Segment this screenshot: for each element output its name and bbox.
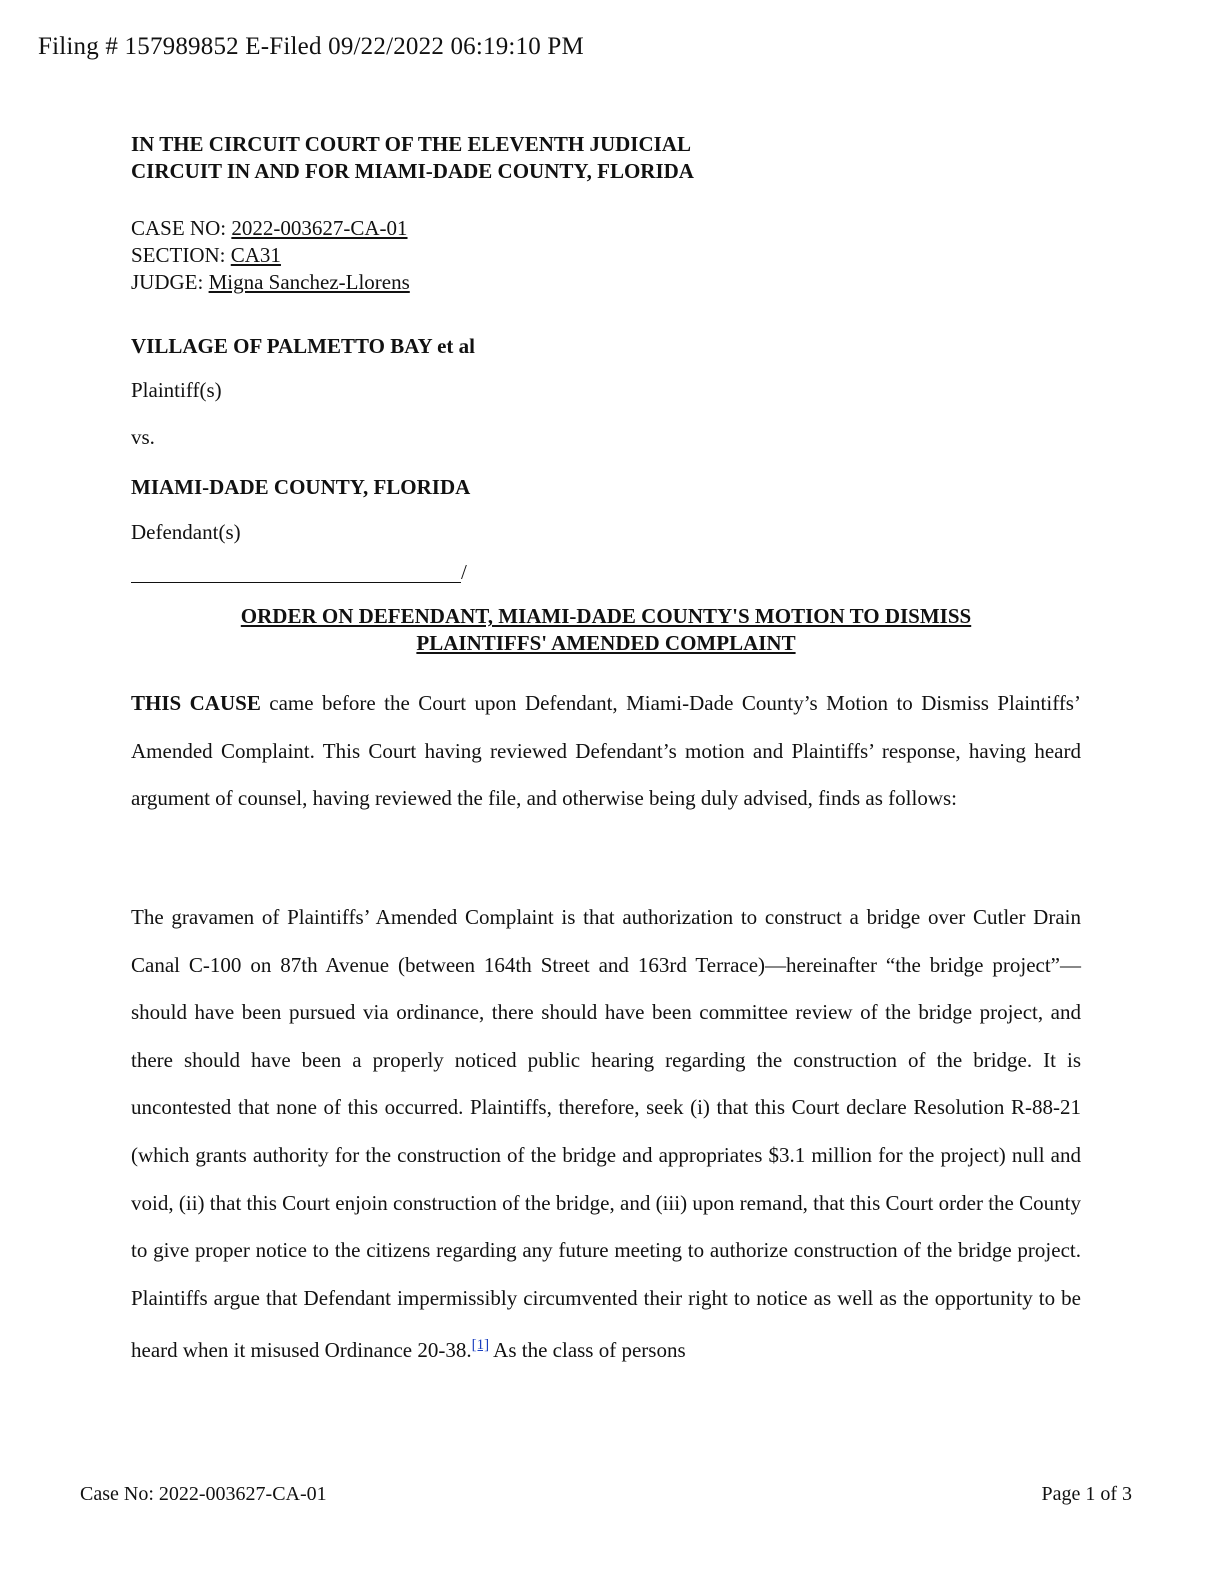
caption-divider-line (131, 562, 461, 583)
paragraph-lead-text: THIS CAUSE (131, 691, 261, 715)
plaintiff-name: VILLAGE OF PALMETTO BAY et al (131, 334, 476, 358)
judge-row (131, 269, 410, 296)
order-title (131, 603, 1081, 657)
section-label: SECTION: (131, 243, 231, 267)
paragraph-2-tail: As the class of persons (489, 1338, 686, 1363)
paragraph-this-cause (131, 680, 1081, 823)
order-title-line-2: PLAINTIFFS' AMENDED COMPLAINT (416, 631, 796, 655)
defendant-role: Defendant(s) (131, 520, 241, 544)
paragraph-1-text: came before the Court upon Defendant, Miami-Dade County’s Motion to Dismiss Plaintiffs’ Amended Complaint. This Court having reviewed Defendant’s motion and Plaintiffs’ response, having heard argument of counsel, having reviewed the file, and otherwise being duly advised, finds as follows: (131, 691, 1081, 811)
judge-value: Migna Sanchez-Llorens (208, 270, 410, 294)
paragraph-gravamen (131, 894, 1081, 1375)
filing-header: Filing # 157989852 E-Filed 09/22/2022 06:19:10 PM (38, 33, 584, 60)
section-row (131, 242, 410, 269)
footer-case-number: Case No: 2022-003627-CA-01 (80, 1483, 327, 1505)
case-info-block (131, 215, 410, 296)
case-number-value: 2022-003627-CA-01 (231, 216, 408, 240)
defendant-name: MIAMI-DADE COUNTY, FLORIDA (131, 475, 471, 499)
order-title-line-1: ORDER ON DEFENDANT, MIAMI-DADE COUNTY'S MOTION TO DISMISS (240, 604, 972, 628)
footer-page-number: Page 1 of 3 (1041, 1483, 1132, 1505)
footnote-1-link[interactable]: [1] (471, 1337, 490, 1354)
court-caption (131, 131, 694, 185)
case-number-label: CASE NO: (131, 216, 232, 240)
caption-divider-slash: / (461, 560, 467, 584)
versus-text: vs. (131, 425, 155, 449)
case-number-row (131, 215, 410, 242)
paragraph-2-text: The gravamen of Plaintiffs’ Amended Complaint is that authorization to construct a bridge over Cutler Drain Canal C-100 on 87th Avenue (between 164th Street and 163rd Terrace)—hereinafter “the bridge project”—should have been pursued via ordinance, there should have been committee review of the bridge project, and there should have been a properly noticed public hearing regarding the construction of the bridge. It is uncontested that none of this occurred. Plaintiffs, therefore, seek (i) that this Court declare Resolution R-88-21 (which grants authority for the construction of the bridge and appropriates $3.1 million for the project) null and void, (ii) that this Court enjoin construction of the bridge, and (iii) upon remand, that this Court order the County to give proper notice to the citizens regarding any future meeting to authorize construction of the bridge project. Plaintiffs argue that Defendant impermissibly circumvented their right to notice as well as the opportunity to be heard when it misused Ordinance 20-38. (131, 905, 1081, 1363)
court-line-1: IN THE CIRCUIT COURT OF THE ELEVENTH JUDICIAL (131, 132, 691, 156)
section-value: CA31 (230, 243, 281, 267)
judge-label: JUDGE: (131, 270, 209, 294)
plaintiff-role: Plaintiff(s) (131, 378, 222, 402)
court-line-2: CIRCUIT IN AND FOR MIAMI-DADE COUNTY, FLORIDA (131, 159, 694, 183)
